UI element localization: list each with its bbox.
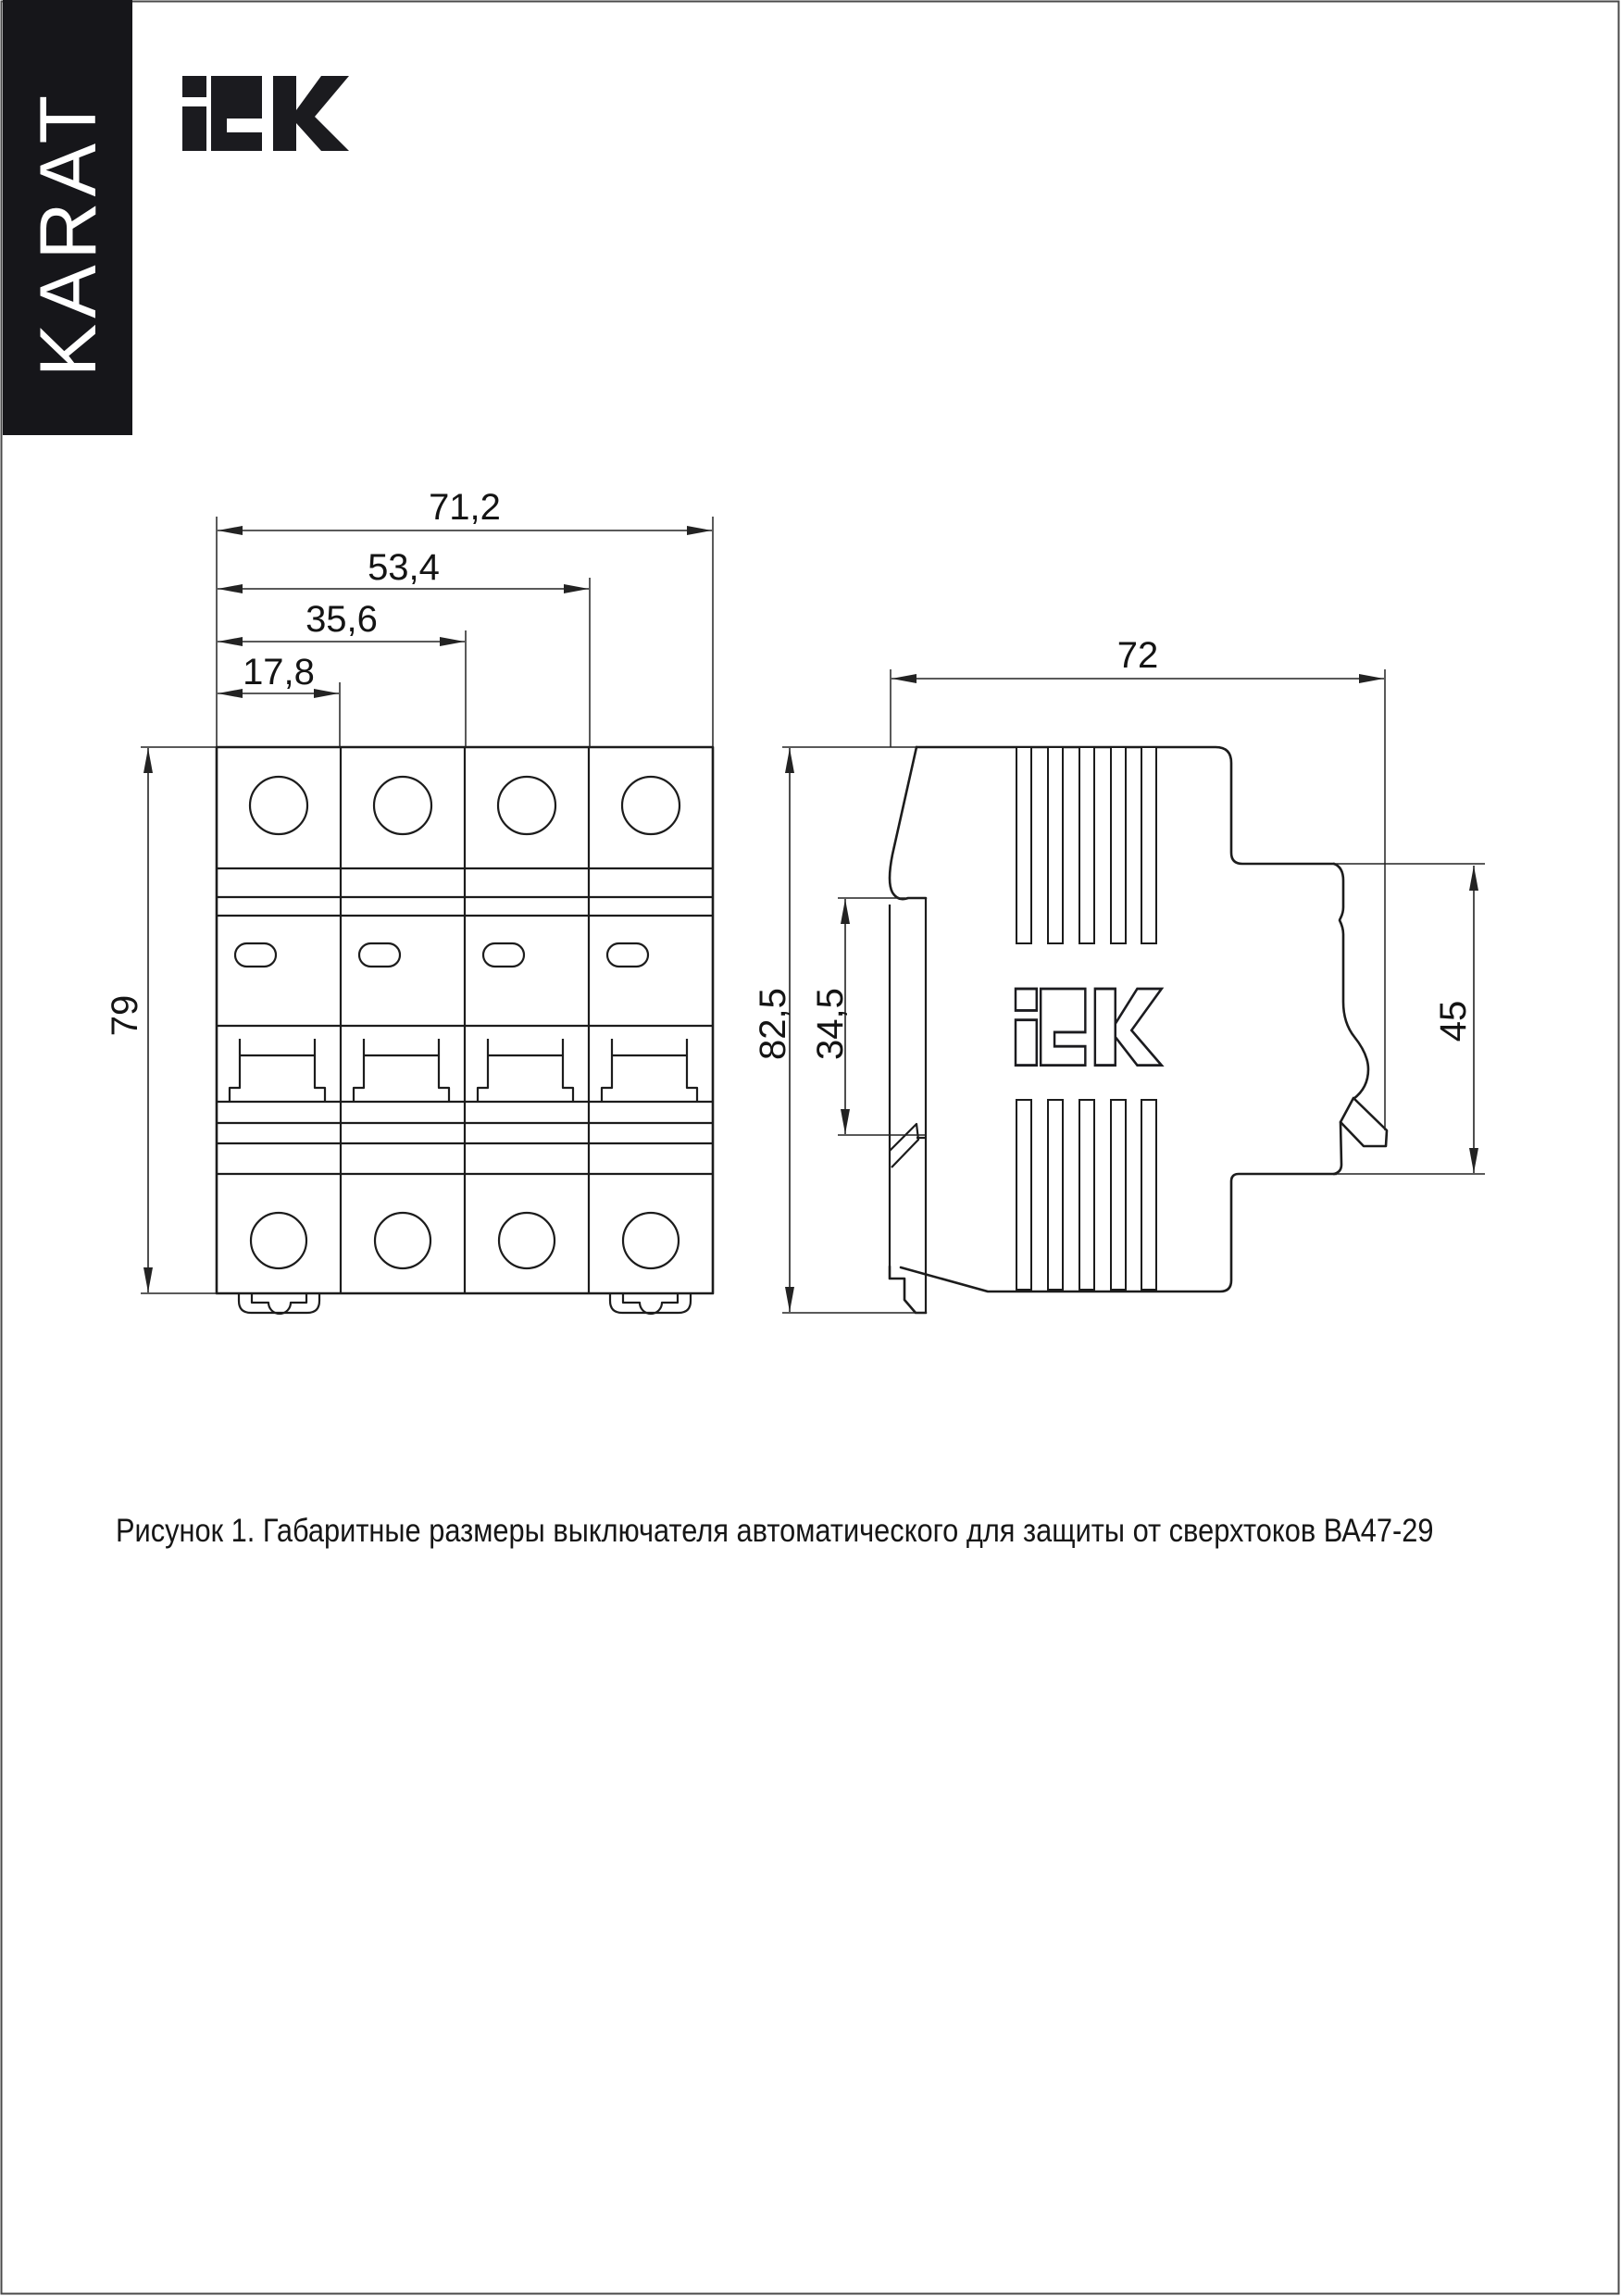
vent-slots-lower xyxy=(1016,1100,1156,1290)
depth-extension-lines xyxy=(891,669,1385,1130)
side-terminal-wavy-edge xyxy=(1334,864,1368,1099)
karat-banner xyxy=(3,0,132,435)
terminal-screw xyxy=(374,777,431,834)
vent-slot xyxy=(1016,1100,1031,1290)
front-view-dimensions xyxy=(105,487,713,1293)
vent-slot xyxy=(1016,747,1031,943)
dim-value-height: 79 xyxy=(105,994,145,1037)
terminal-screw xyxy=(375,1213,430,1268)
toggle-handle xyxy=(602,1039,697,1102)
side-terminal-lower-edge xyxy=(1334,1122,1341,1174)
pole-dividers xyxy=(341,747,589,1293)
height-total-extension-lines xyxy=(782,747,926,1313)
karat-brand-label: KARAT xyxy=(24,89,113,378)
dim-value-height-total: 82,5 xyxy=(753,988,793,1060)
terminal-screw xyxy=(622,777,680,834)
toggle-handles xyxy=(230,1039,697,1102)
label-window xyxy=(483,943,524,967)
terminal-screw xyxy=(623,1213,679,1268)
label-window xyxy=(359,943,400,967)
width-extension-lines xyxy=(217,517,713,747)
figure-caption: Рисунок 1. Габаритные размеры выключателя автоматического для защиты от сверхтоков ВА47-29 xyxy=(116,1512,1434,1549)
vent-slot xyxy=(1111,747,1126,943)
terminal-screw xyxy=(251,1213,306,1268)
vent-slot xyxy=(1079,1100,1094,1290)
toggle-handle xyxy=(478,1039,573,1102)
vent-slot xyxy=(1048,747,1063,943)
vent-slots-upper xyxy=(1016,747,1156,943)
dim-value-rail-recess: 34,5 xyxy=(810,988,851,1060)
toggle-handle xyxy=(230,1039,325,1102)
label-window xyxy=(607,943,648,967)
dim-value-width-total: 71,2 xyxy=(429,487,501,528)
terminal-screw xyxy=(250,777,307,834)
side-terminal-clamp-tooth xyxy=(1340,1098,1387,1146)
side-din-latch xyxy=(890,1124,926,1167)
din-rail-clips xyxy=(239,1293,691,1314)
iek-logo-embossed xyxy=(1016,989,1162,1066)
vent-slot xyxy=(1141,747,1156,943)
height-extension-lines xyxy=(141,747,217,1293)
label-window xyxy=(235,943,276,967)
dim-value-width-one-pole: 17,8 xyxy=(243,652,315,693)
dim-value-depth: 72 xyxy=(1116,635,1159,676)
dim-value-width-two-pole: 35,6 xyxy=(305,599,378,640)
label-windows xyxy=(235,943,648,967)
side-view-drawing xyxy=(753,635,1485,1313)
front-view-drawing xyxy=(105,487,713,1314)
page-border-frame xyxy=(2,2,1619,2294)
vent-slot xyxy=(1141,1100,1156,1290)
iek-logo xyxy=(182,76,349,151)
side-din-upper-catch xyxy=(890,747,926,899)
terminal-screw xyxy=(499,1213,555,1268)
vent-slot xyxy=(1079,747,1094,943)
dim-value-front-depth: 45 xyxy=(1433,1000,1474,1042)
dim-value-width-three-pole: 53,4 xyxy=(368,547,440,588)
din-clip-inner xyxy=(623,1293,678,1314)
din-clip-inner xyxy=(252,1293,306,1314)
terminal-screw xyxy=(498,777,555,834)
rail-recess-extension-lines xyxy=(838,898,926,1135)
vent-slot xyxy=(1048,1100,1063,1290)
toggle-handle xyxy=(354,1039,449,1102)
vent-slot xyxy=(1111,1100,1126,1290)
